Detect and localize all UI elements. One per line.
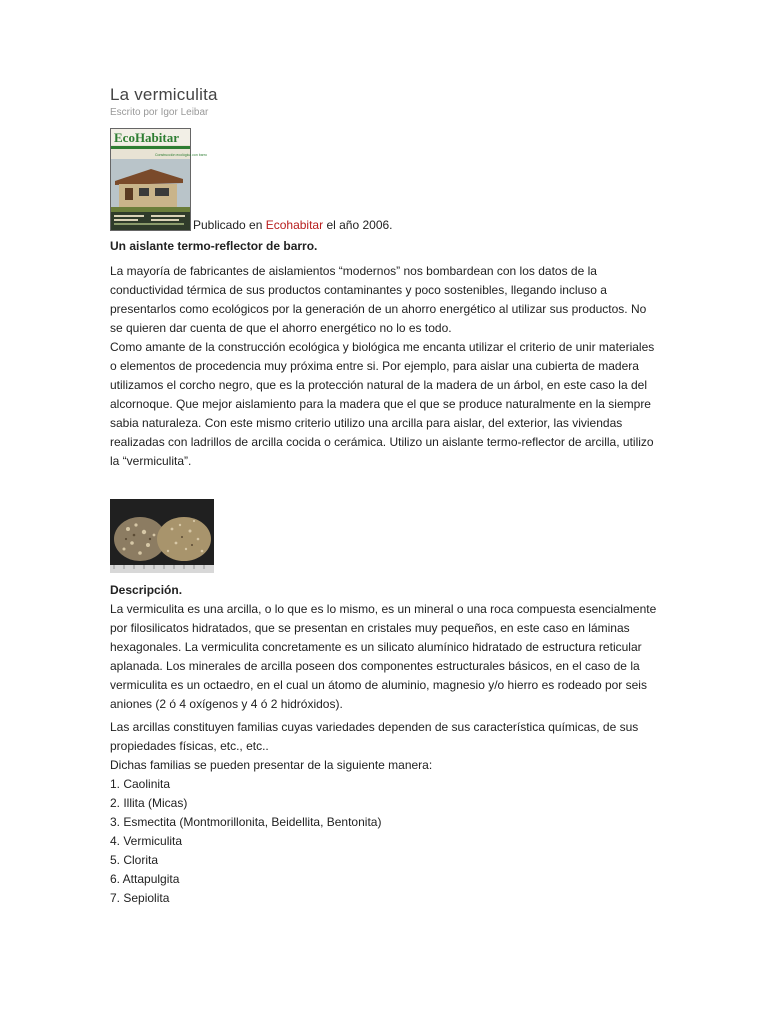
publication-note — [193, 218, 393, 232]
published-suffix: el año 2006. — [323, 218, 393, 232]
article-title: La vermiculita — [110, 85, 218, 104]
clay-families-list — [110, 775, 662, 908]
article-byline: Escrito por Igor Leibar — [110, 107, 209, 118]
list-item: 1. Caolinita — [110, 777, 171, 791]
list-item: 6. Attapulgita — [110, 872, 180, 886]
cover-headline: Construcción ecológica con barro — [155, 153, 207, 157]
description-paragraph-1: La vermiculita es una arcilla, o lo que es lo mismo, es un mineral o una roca compuesta esencialmente por filosilicatos hidratados, que se presentan en cristales muy pequeños, en este caso en láminas hexagonales. La vermiculita concretamente es un silicato alumínico hidratado de estructura reticular aplanada. Los minerales de arcilla poseen dos componentes estructurales básicos, en el caso de la vermiculita es un octaedro, en el cual un átomo de aluminio, magnesio y/o hierro es rodeado por seis aniones (2 ó 4 oxígenos y 4 ó 2 hidróxidos). — [110, 602, 657, 711]
list-item: 2. Illita (Micas) — [110, 796, 188, 810]
magazine-cover-image — [110, 128, 207, 231]
list-item: 3. Esmectita (Montmorillonita, Beidellita, Bentonita) — [110, 815, 382, 829]
vermiculite-photo — [110, 499, 214, 573]
list-item: 5. Clorita — [110, 853, 159, 867]
publication-row — [110, 128, 662, 231]
description-heading: Descripción. — [110, 583, 183, 597]
list-item: 7. Sepiolita — [110, 891, 170, 905]
description-paragraph-2: Las arcillas constituyen familias cuyas variedades dependen de sus característica químicas, de sus propiedades físicas, etc., etc.. — [110, 720, 639, 753]
published-prefix: Publicado en — [193, 218, 266, 232]
cover-logo: EcoHabitar — [114, 130, 179, 145]
vermiculite-photo-container — [110, 499, 662, 573]
intro-paragraph-1: La mayoría de fabricantes de aislamientos “modernos” nos bombardean con los datos de la conductividad térmica de sus productos contaminantes y poco sostenibles, llegando incluso a presentarlos como ecológicos por la generación de un ahorro energético al utilizar sus productos. No se quieren dar cuenta de que el ahorro energético no lo es todo. — [110, 264, 647, 335]
ecohabitar-link[interactable]: Ecohabitar — [265, 218, 324, 232]
intro-paragraph-2: Como amante de la construcción ecológica y biológica me encanta utilizar el criterio de unir materiales o elementos de procedencia muy próxima entre si. Por ejemplo, para aislar una cubierta de madera utilizamos el corcho negro, que es la protección natural de la madera de un árbol, en este caso la del alcornoque. Que mejor aislamiento para la madera que el que se produce naturalmente en la siempre sabia naturaleza. Con este mismo criterio utilizo una arcilla para aislar, del exterior, las viviendas realizadas con ladrillos de arcilla cocida o cerámica. Utilizo un aislante termo-reflector de arcilla, utilizo la “vermiculita”. — [110, 340, 655, 468]
list-item: 4. Vermiculita — [110, 834, 183, 848]
article — [110, 84, 662, 908]
description-paragraph-3: Dichas familias se pueden presentar de la siguiente manera: — [110, 758, 433, 772]
article-subtitle: Un aislante termo-reflector de barro. — [110, 239, 318, 253]
